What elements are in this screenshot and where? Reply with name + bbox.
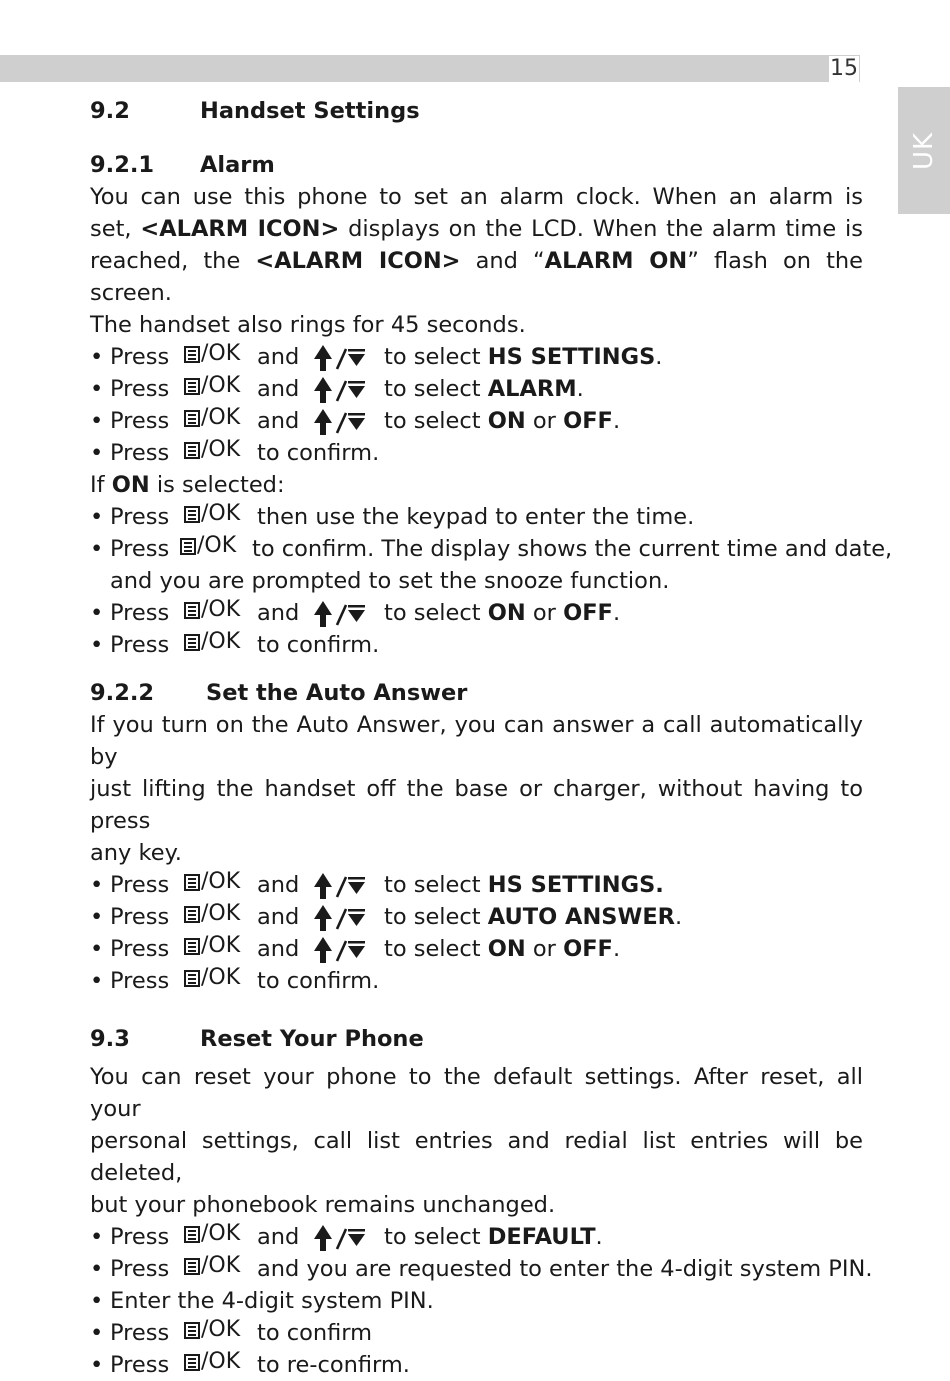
paragraph: If you turn on the Auto Answer, you can answer a call automatically by	[90, 712, 863, 770]
paragraph: reached, the <ALARM ICON> and “ALARM ON” flash on the screen.	[90, 248, 864, 306]
instruction-step: • Press /OK and to select ON or OFF.	[90, 405, 863, 437]
menu-ok-key-icon: /OK	[180, 530, 236, 562]
menu-ok-key-icon: /OK	[184, 930, 240, 962]
menu-ok-key-icon: /OK	[184, 1250, 240, 1282]
instruction-step: • Press /OK and to select ON or OFF.	[90, 933, 863, 965]
up-down-navigation-icon	[312, 409, 368, 455]
subsection-heading: 9.2.1 Alarm	[90, 152, 275, 178]
page-number: 15	[830, 56, 858, 81]
language-tab-label: UK	[909, 131, 939, 170]
instruction-step: • Press /OK and to select HS SETTINGS.	[90, 869, 863, 901]
menu-ok-key-icon: /OK	[184, 1218, 240, 1250]
menu-ok-key-icon: /OK	[184, 498, 240, 530]
instruction-step: • Enter the 4-digit system PIN.	[90, 1288, 434, 1314]
menu-ok-key-icon: /OK	[184, 866, 240, 898]
instruction-step: • Press /OK to confirm. The display shows the current time and date,	[90, 533, 863, 565]
language-tab	[898, 87, 950, 214]
paragraph: You can reset your phone to the default settings. After reset, all your	[90, 1064, 863, 1122]
menu-ok-key-icon: /OK	[184, 1346, 240, 1378]
instruction-step: • Press /OK and you are requested to enter the 4-digit system PIN.	[90, 1253, 863, 1285]
instruction-step: • Press /OK and to select ALARM.	[90, 373, 863, 405]
instruction-step: • Press /OK to confirm.	[90, 629, 863, 661]
instruction-step: • Press /OK to re-confirm.	[90, 1349, 863, 1381]
menu-ok-key-icon: /OK	[184, 962, 240, 994]
instruction-step: • Press /OK to confirm.	[90, 437, 863, 469]
instruction-step: • Press /OK and to select HS SETTINGS.	[90, 341, 863, 373]
instruction-step: • Press /OK and to select ON or OFF.	[90, 597, 863, 629]
instruction-step: • Press /OK and to select DEFAULT.	[90, 1221, 863, 1253]
up-down-navigation-icon	[312, 1225, 368, 1271]
section-heading: 9.3 Reset Your Phone	[90, 1026, 424, 1052]
paragraph: just lifting the handset off the base or charger, without having to press	[90, 776, 863, 834]
menu-ok-key-icon: /OK	[184, 1314, 240, 1346]
menu-ok-key-icon: /OK	[184, 898, 240, 930]
menu-ok-key-icon: /OK	[184, 402, 240, 434]
instruction-step: • Press /OK then use the keypad to enter the time.	[90, 501, 863, 533]
paragraph: You can use this phone to set an alarm clock. When an alarm is	[90, 184, 863, 210]
instruction-continuation: and you are prompted to set the snooze function.	[110, 568, 670, 594]
up-down-navigation-icon	[312, 601, 368, 647]
menu-ok-key-icon: /OK	[184, 338, 240, 370]
manual-content	[90, 95, 893, 1381]
page-header-bar	[0, 55, 860, 82]
paragraph: but your phonebook remains unchanged.	[90, 1192, 556, 1218]
subsection-heading: 9.2.2 Set the Auto Answer	[90, 680, 468, 706]
paragraph: any key.	[90, 840, 182, 866]
up-down-navigation-icon	[312, 937, 368, 983]
instruction-step: • Press /OK to confirm	[90, 1317, 863, 1349]
paragraph: If ON is selected:	[90, 472, 285, 498]
menu-ok-key-icon: /OK	[184, 626, 240, 658]
paragraph: set, <ALARM ICON> displays on the LCD. When the alarm time is	[90, 216, 863, 242]
paragraph: personal settings, call list entries and redial list entries will be deleted,	[90, 1128, 863, 1186]
paragraph: The handset also rings for 45 seconds.	[90, 312, 526, 338]
section-heading: 9.2 Handset Settings	[90, 98, 420, 124]
menu-ok-key-icon: /OK	[184, 370, 240, 402]
menu-ok-key-icon: /OK	[184, 434, 240, 466]
menu-ok-key-icon: /OK	[184, 594, 240, 626]
instruction-step: • Press /OK and to select AUTO ANSWER.	[90, 901, 863, 933]
instruction-step: • Press /OK to confirm.	[90, 965, 863, 997]
